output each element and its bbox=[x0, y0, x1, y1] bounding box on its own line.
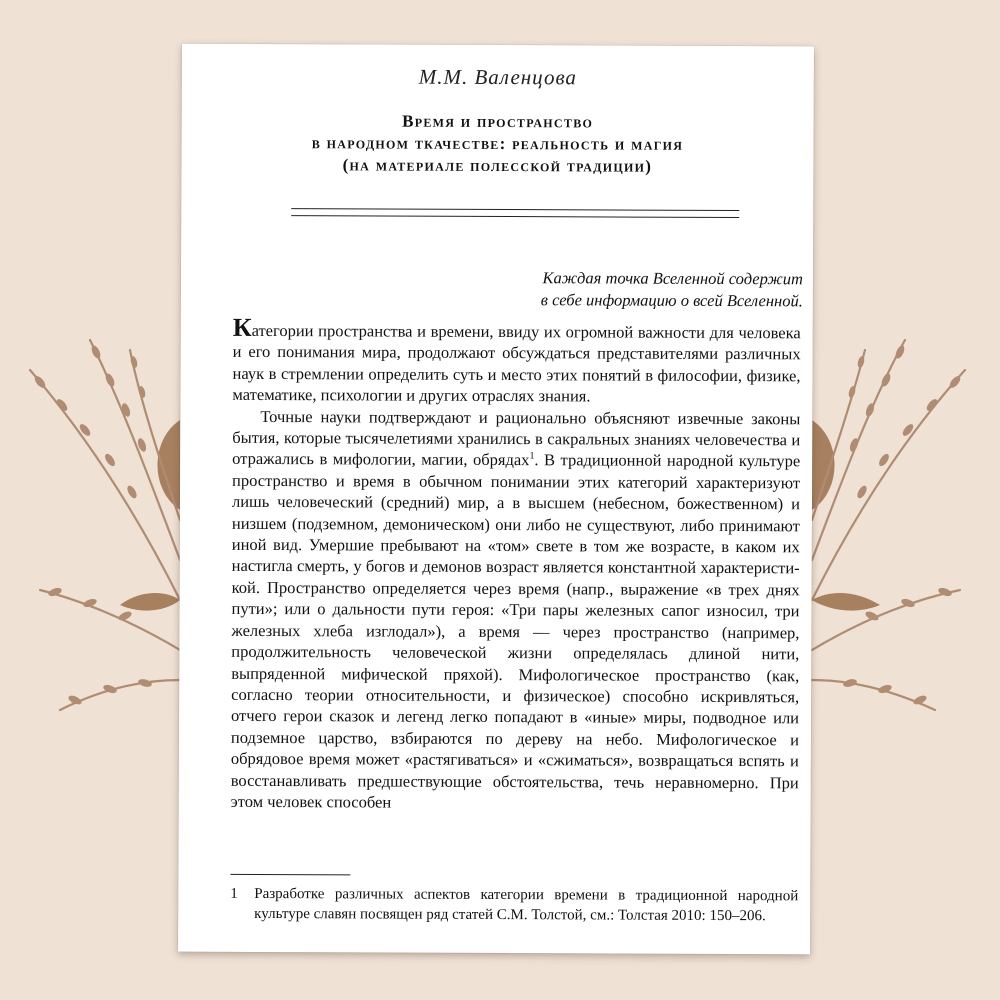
epigraph-line-2: в себе информацию о всей Вселенной. bbox=[540, 290, 803, 311]
paragraph-2 bbox=[231, 405, 801, 814]
footnote-divider bbox=[230, 874, 350, 876]
article-title bbox=[201, 110, 793, 179]
author-name: М.М. Валенцова bbox=[418, 64, 578, 90]
accent-leaf-bottom-left bbox=[120, 593, 180, 611]
paragraph-2-text-a: Точные науки подтверждают и рационально объясняют извечные законы бытия, которые тысячелетиями хранились в сакральных знаниях человечества и отражались в мифологии, магии, обрядах bbox=[232, 406, 801, 470]
article-body bbox=[230, 312, 801, 815]
left-branch bbox=[30, 340, 180, 710]
right-branch bbox=[812, 340, 965, 710]
epigraph-line-1: Каждая точка Вселенной содержит bbox=[542, 268, 804, 289]
footnote bbox=[230, 884, 798, 926]
footnote-number: 1 bbox=[230, 885, 238, 902]
paragraph-1-text: атегории пространства и времени, ввиду их огромной важности для человека и его понимания мира, продолжают обсуждаться представителями различных наук в стремлении определить суть и место этих понятий в философии, физике, математике, психологии и других отраслях знания. bbox=[232, 320, 801, 406]
accent-leaf-bottom-right bbox=[812, 593, 880, 611]
drop-cap: К bbox=[232, 312, 252, 342]
title-divider-top bbox=[291, 208, 739, 211]
footnote-reference[interactable]: 1 bbox=[529, 451, 535, 463]
title-line-3: (на материале полесской традиции) bbox=[342, 155, 653, 176]
title-line-2: в народном ткачестве: реальность и магия bbox=[311, 133, 684, 154]
paragraph-2-text-b: . В традиционной народной культуре пространство и время в обычном понимании этих категорий характеризуют лишь человеческий (средний) мир, а в высшем (небесном, божественном) и низшем (подземном, демоническом) они либо не существуют, либо принимают иной вид. Умершие пребывают на «том» свете в том же возрасте, в каком их настигла смерть, у богов и демонов возраст является константной характеристикой. Пространство определяется через время (напр., выражение «в трех днях пути»; или о дальности пути героя: «Три пары железных сапог износил, три железных хлеба изглодал»), а время — через пространство (например, продолжительность человеческой жизни определялась длиной нити, выпряденной мифической пряхой). Мифологическое пространство (как, согласно теории относительности, и физическое) способно искривляться, отчего герои сказок и легенд легко попадают в «иные» миры, подводное или подземное царство, взбираются по дереву на небо. Мифологическое и обрядовое время может «растягиваться» и «сжиматься», возвращаться вспять и восстанавливать предшествующие обстоятельства, течь неравномерно. При этом человек способен bbox=[230, 450, 801, 812]
book-page bbox=[178, 44, 814, 955]
title-divider-bottom bbox=[291, 215, 739, 218]
title-line-1: Время и пространство bbox=[402, 111, 594, 132]
epigraph bbox=[541, 267, 803, 312]
paragraph-1 bbox=[232, 312, 801, 408]
footnote-text: Разработке различных аспектов категории времени в традиционной народной культуре славян посвящен ряд статей С.М. Толстой, см.: Толстая 2010: 150–206. bbox=[254, 885, 799, 925]
